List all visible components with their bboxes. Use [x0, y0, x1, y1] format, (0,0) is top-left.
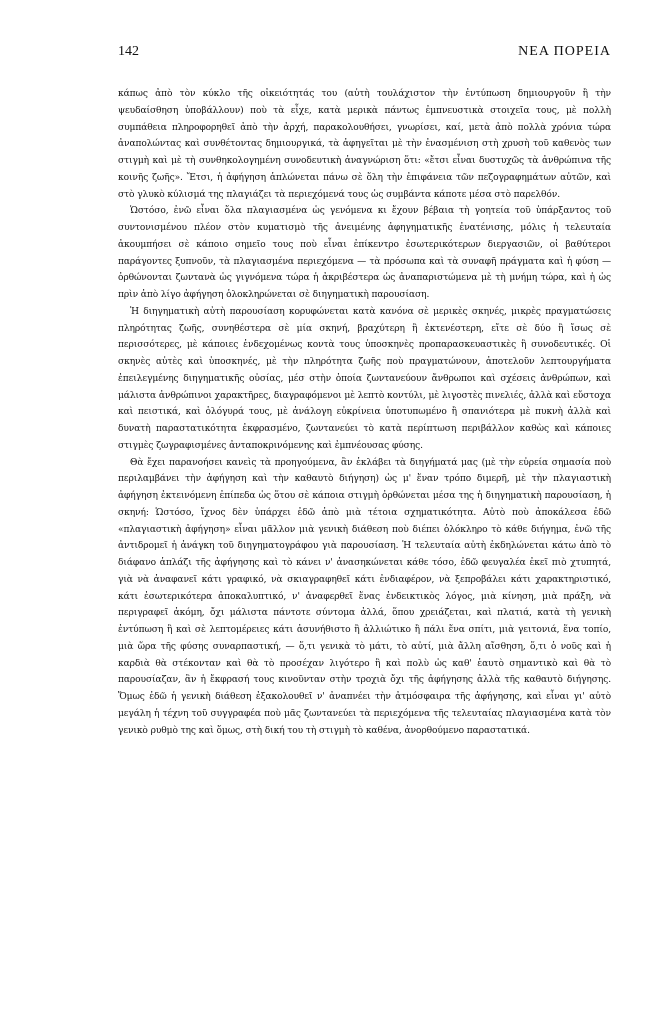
page-header	[118, 44, 611, 68]
body-text	[118, 86, 611, 739]
paragraph: Ὡστόσο, ἐνῶ εἶναι ὅλα πλαγιασμένα ὡς γενόμενα κι ἔχουν βέβαια τὴ γοητεία τοῦ ὑπάρξαντος τοῦ συντονισμένου πλέον στὸν κυματισμὸ τῆς ἀνειμένης ἀφηγηματικῆς ἐνατένισης, μόλις ἡ τελευταία ἀκουμπήσει σὲ κάποιο σημεῖο τους ποὺ εἶναι ἐπίκεντρο ἐσωτερικότερων διεργασιῶν, οἱ βαθύτεροι παράγοντες ξυπνοῦν, τὰ πλαγιασμένα περιεχόμενα — τὰ πρόσωπα καὶ τὰ συναφῆ πράγματα καὶ ἡ φύση — ὀρθώνονται ζωντανὰ ὡς γιγνόμενα τώρα ἡ ἀκριβέστερα ὡς ἀναπαριστώμενα μὲ τὴ μνήμη τώρα, καὶ ἡ ὡς πρὶν ἀπὸ λίγο ἀφήγηση ὁλοκληρώνεται σὲ διηγηματικὴ παρουσίαση.	[118, 206, 611, 300]
paragraph: Ἡ διηγηματικὴ αὐτὴ παρουσίαση κορυφώνεται κατὰ κανόνα σὲ μερικὲς σκηνές, μικρὲς πραγματώσεις πληρότητας ζωῆς, συνηθέστερα σὲ μία σκηνή, βραχύτερη ἢ ἐκτενέστερη, εἴτε σὲ δύο ἢ ἴσως σὲ περισσότερες, μὲ κάποιες ἐνδεχομένως κοντὰ τους ὑποσκηνὲς προπαρασκευαστικὲς ἢ συνοδευτικές. Οἱ σκηνὲς αὐτὲς καὶ ὑποσκηνές, μὲ τὴν πληρότητα ζωῆς ποὺ πραγματώνουν, ἀποτελοῦν λεπτουργήματα ἐπειλεγμένης διηγηματικῆς οὐσίας, μέσ στὴν ὁποία ζωντανεύουν ἄνθρωποι καὶ σχέσεις ἀνθρώπων, καὶ μάλιστα ἀνθρώπινοι χαρακτῆρες, διαγραφόμενοι μὲ λεπτὸ κοντύλι, μὲ λιγοστὲς πινελιές, ἀλλὰ καὶ εὔστοχα καὶ πειστικά, καὶ ὁλόγυρά τους, μὲ ἀνάλογη εὐκρίνεια ὑποτυπωμένο ἢ σπανιότερα μὲ πυκνὴ ἀλλὰ καὶ δυνατὴ παραστατικότητα ἐκφρασμένο, ζωντανεύει τὸ κατὰ περίπτωση περιβάλλον καθὼς καὶ κάποιες στιγμὲς ζωγραφισμένες ἀνταποκρινόμενης καὶ ἐμπνέουσας φύσης.	[118, 306, 611, 451]
page-number: 142	[118, 44, 139, 59]
paragraph: Θὰ ἔχει παρανοήσει κανεὶς τὰ προηγούμενα, ἂν ἐκλάβει τὰ διηγήματά μας (μὲ τὴν εὐρεία σημασία ποὺ περιλαμβάνει τὴν ἀφήγηση καὶ τὴν καθαυτὸ διήγηση) ὡς μ' ἕναν τρόπο διμερῆ, μὲ τὴν πλαγιαστικὴ ἀφήγηση ἐκτεινόμενη ἐπίπεδα ὡς ὅτου σὲ κάποια στιγμὴ ὀρθώνεται μέσα της ἡ διηγηματικὴ παρουσίαση, ἡ σκηνή: Ὡστόσο, ἴχνος δὲν ὑπάρχει ἐδῶ ἀπὸ μιὰ τέτοια σχηματικότητα. Αὐτὸ ποὺ ἀποκάλεσα ἐδῶ «πλαγιαστικὴ ἀφήγηση» εἶναι μᾶλλον μιὰ γενικὴ διάθεση ποὺ διέπει ὁλόκληρο τὸ κάθε διήγημα, ἐνῶ τῆς ἀντιδρομεῖ ἡ ἀνάγκη τοῦ διηγηματογράφου γιὰ παρουσίαση. Ἡ τελευταία αὐτὴ ἐκδηλώνεται κάτω ἀπὸ τὸ διάφανο ἁπλάζι τῆς ἀφήγησης καὶ τὸ κάνει ν' ἀνασηκώνεται κάθε τόσο, ἐδῶ φευγαλέα ἐκεῖ πιὸ χτυπητά, γιὰ νὰ ἀναφανεῖ κάτι γραφικό, νὰ σκιαγραφηθεῖ κάτι ἐνδιαφέρον, νὰ ξεπροβάλει κάτι χαρακτηριστικό, κάτι ἐσωτερικότερα ἀποκαλυπτικό, ν' ἀναφερθεῖ ἕνας ἐνδεικτικὸς λόγος, μιὰ κίνηση, μιὰ πράξη, νὰ περιγραφεῖ ἀκόμη, ὄχι μάλιστα πάντοτε σύντομα ἀλλά, ὅπου χρειάζεται, καὶ πλατιά, κατὰ τὴ γενικὴ ἐντύπωση ἢ καὶ σὲ λεπτομέρειες κάτι ἀσυνήθιστο ἢ ἀλλιώτικο ἢ πάλι ἕνα σπίτι, μιὰ γειτονιά, ἕνα τοπίο, μιὰ ὥρα τῆς φύσης συναρπαστική, — ὅ,τι γενικὰ τὸ μάτι, τὸ αὐτί, μιὰ ἄλλη αἴσθηση, ὅ,τι ὁ νοῦς καὶ ἡ καρδιὰ θὰ στέκονταν καὶ θὰ τὸ προσέχαν λιγότερο ἢ καὶ πολὺ ὡς καθ' ἑαυτὸ σημαντικὸ καὶ θὰ τὸ παρουσίαζαν, ἂν ἡ ἔκφρασή τους κινοῦνταν στὴν τροχιὰ ὄχι τῆς ἀφήγησης ἀλλὰ τῆς καθαυτὸ διήγησης. Ὅμως ἐδῶ ἡ γενικὴ διάθεση ἐξακολουθεῖ ν' ἀναπνέει τὴν ἀτμόσφαιρα τῆς ἀφήγησης, καὶ εἶναι γι' αὐτὸ μεγάλη ἡ τέχνη τοῦ συγγραφέα ποὺ μᾶς ζωντανεύει τὰ περιεχόμενα τῆς τελευταίας πλαγιασμένα κατὰ τὸν γενικὸ ρυθμὸ της καὶ ὅμως, στὴ δική του τὴ στιγμὴ τὸ καθένα, ἀνορθούμενο παραστατικά.	[118, 457, 611, 736]
paragraph: κάπως ἀπὸ τὸν κύκλο τῆς οἰκειότητάς του (αὐτὴ τουλάχιστον τὴν ἐντύπωση δημιουργοῦν ἢ τὴν ψευδαίσθηση ὑποβάλλουν) ποὺ τὰ εἶχε, κατὰ μερικὰ πάντως ἐμπνευστικὰ στοιχεῖα τους, μὲ πολλὴ συμπάθεια πληροφορηθεῖ ἀπὸ τὴν ἀρχή, παρακολουθήσει, γνωρίσει, καί, μετὰ ἀπὸ πολλὰ χρόνια τώρα ἀναπολώντας καὶ συνθέτοντας δημιουργικά, τὰ ἀφηγεῖται μὲ τὴν ἐνασμένιση στὴ χρυσὴ τοῦ καθενὸς των στιγμὴ καὶ μὲ τὴ συνθηκολογημένη συνοδευτικὴ ἀναγνώριση ὅτι: «ἔτσι εἶναι δυστυχῶς τὰ ἀνθρώπινα τῆς κοινῆς ζωῆς». Ἔτσι, ἡ ἀφήγηση ἁπλώνεται πάνω σὲ ὅλη τὴν ἐπιφάνεια τῶν πεζογραφημάτων αὐτῶν, καὶ στὸ γλυκὸ κύλισμά της πλαγιάζει τὰ περιεχόμενά τους ὡς συμβάντα κάποτε μέσα στὸ παρελθόν.	[118, 89, 611, 200]
running-title: ΝΕΑ ΠΟΡΕΙΑ	[518, 44, 611, 59]
